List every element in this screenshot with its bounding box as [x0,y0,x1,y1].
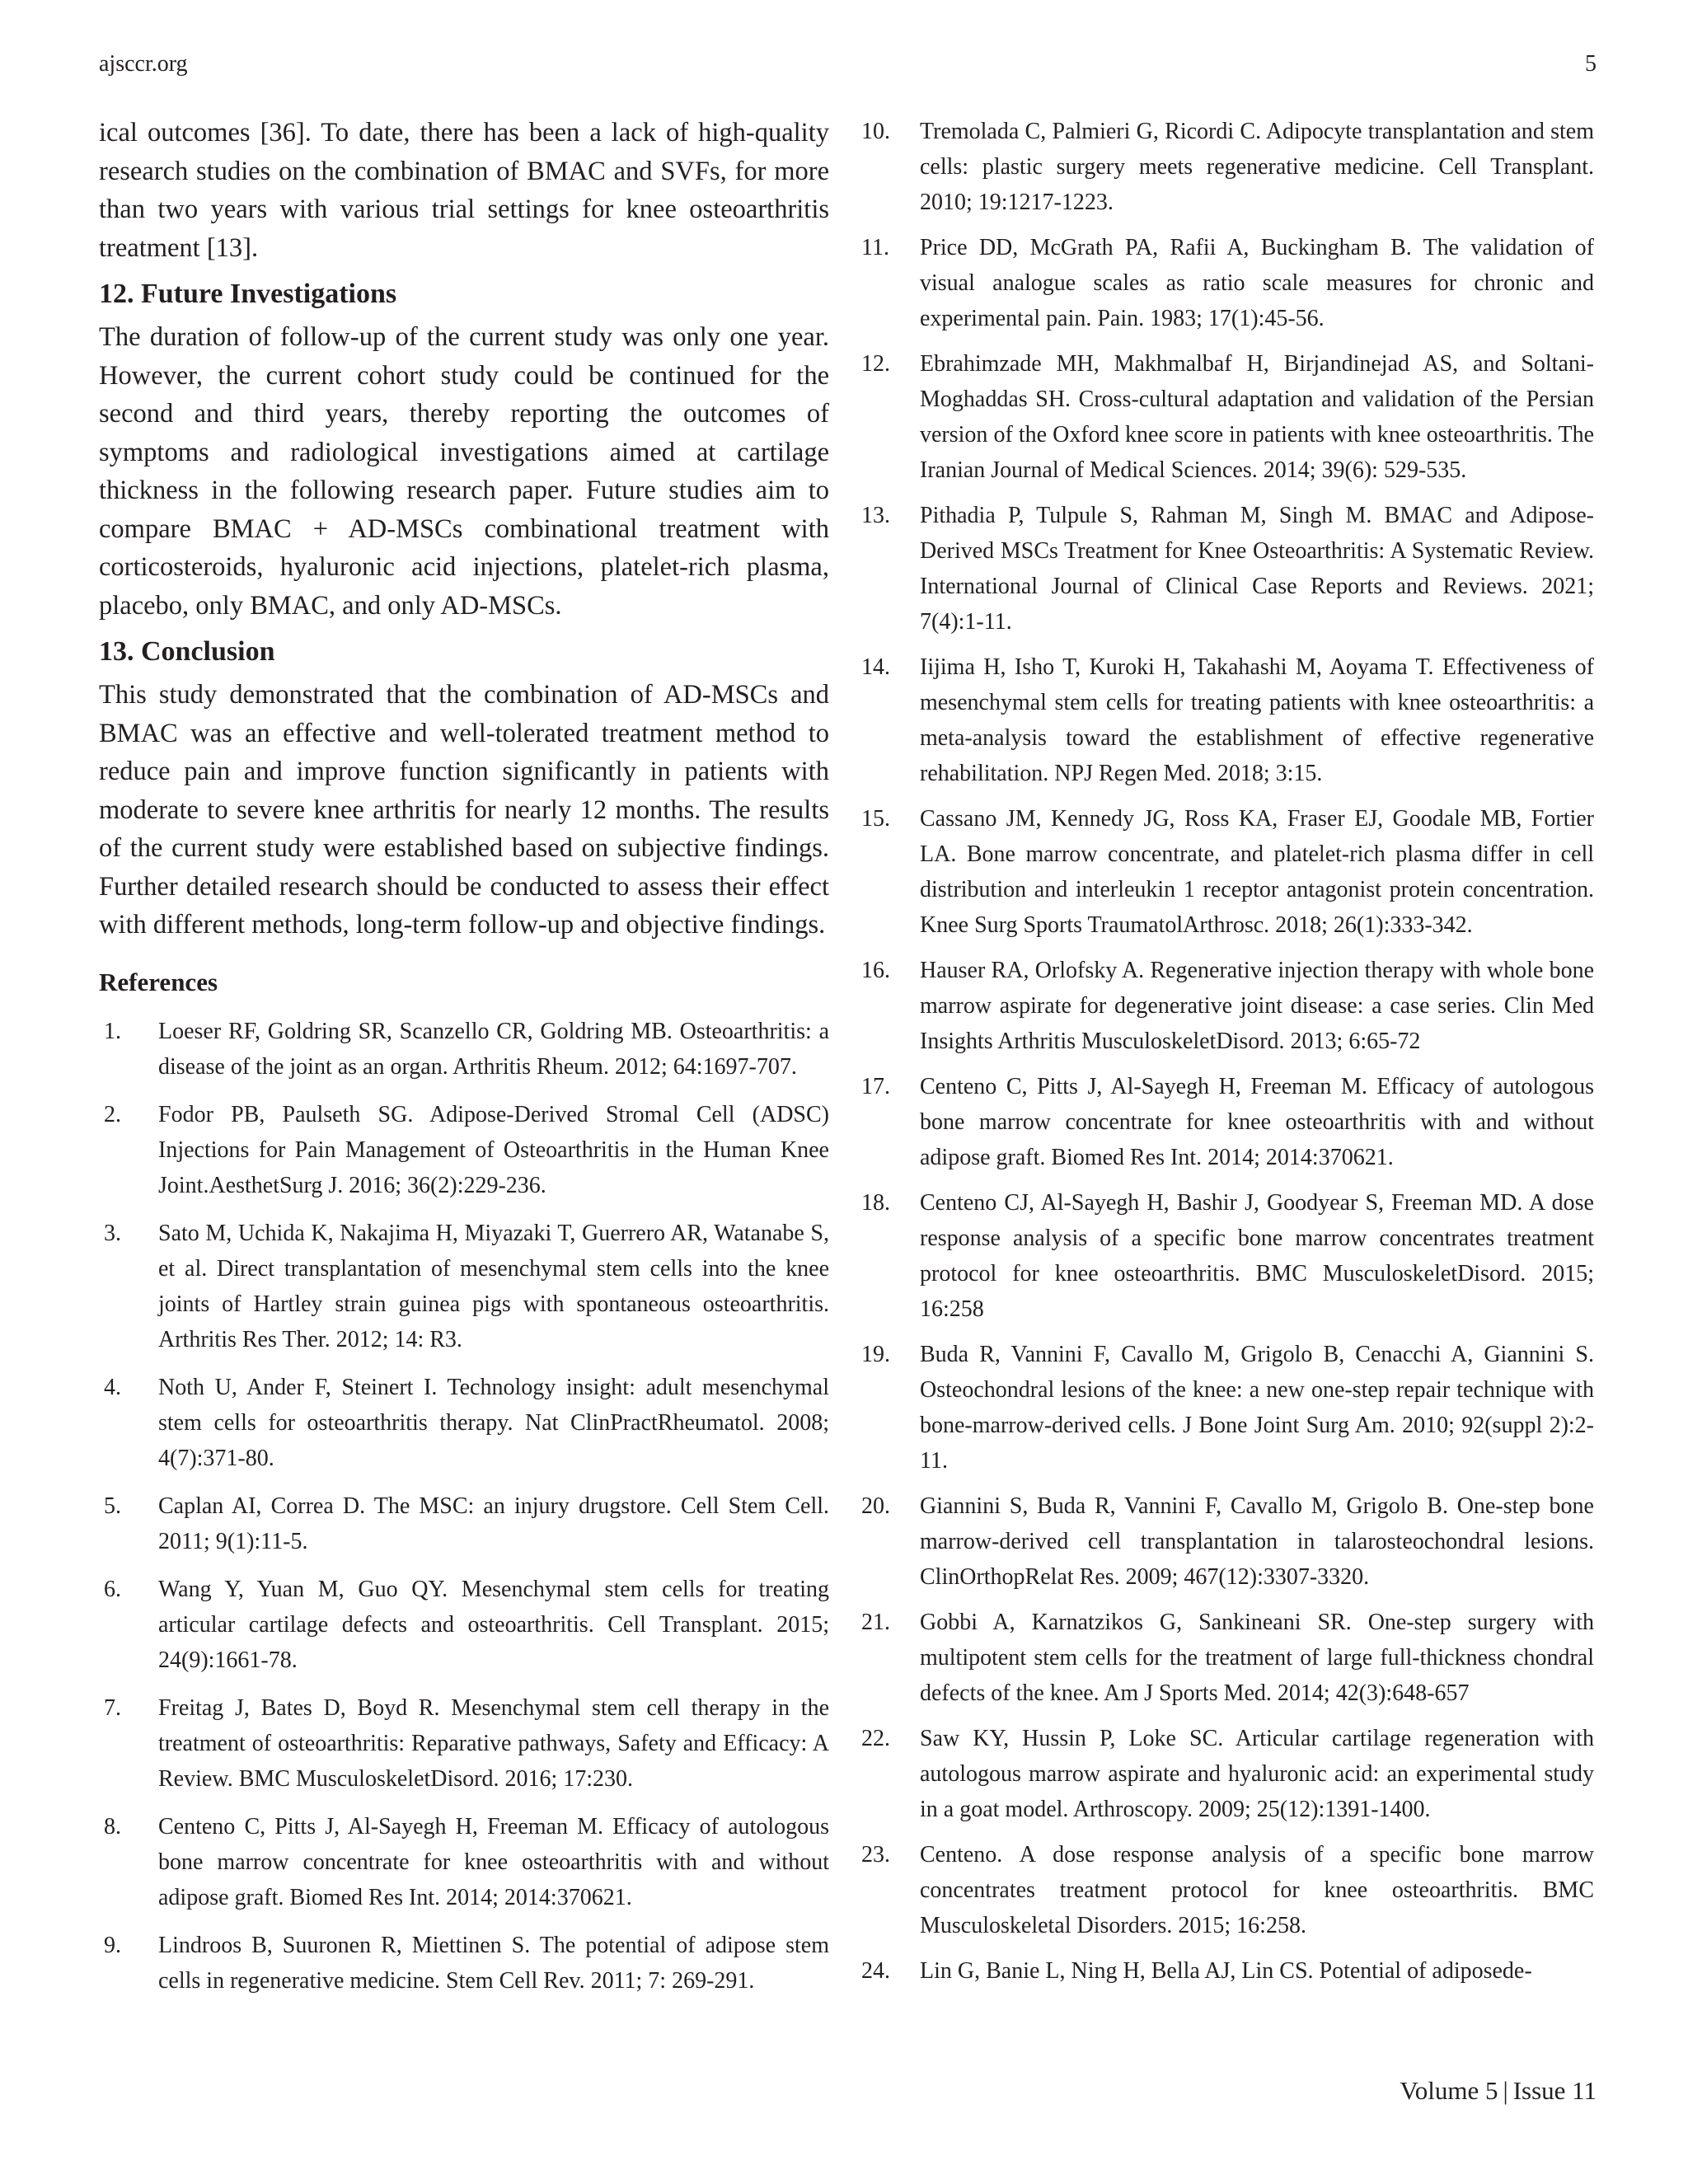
reference-number: 5. [104,1493,121,1519]
reference-number: 7. [104,1694,121,1721]
reference-text: Wang Y, Yuan M, Guo QY. Mesenchymal stem cells for treating articular cartilage defects and osteoarthritis. Cell Transplant. 2015; 24(9):1661-78. [158,1576,829,1673]
reference-item [99,1809,829,1915]
reference-number: 6. [104,1576,121,1602]
reference-number: 13. [861,503,890,528]
reference-text: Price DD, McGrath PA, Rafii A, Buckingham B. The validation of visual analogue scales as ratio scale measures for chronic and experimental pain. Pain. 1983; 17(1):45-56. [920,235,1594,331]
reference-text: Pithadia P, Tulpule S, Rahman M, Singh M. BMAC and Adipose-Derived MSCs Treatment for Knee Osteoarthritis: A Systematic Review. International Journal of Clinical Case Reports and Reviews. 2021; 7(4):1-11. [920,503,1594,635]
footer-issue-info [1400,2076,1597,2106]
reference-item [861,114,1594,220]
reference-text: Iijima H, Isho T, Kuroki H, Takahashi M, Aoyama T. Effectiveness of mesenchymal stem cells for treating patients with knee osteoarthritis: a meta-analysis toward the establishment of effective regenerative rehabilitation. NPJ Regen Med. 2018; 3:15. [920,654,1594,786]
footer-separator: | [1503,2076,1508,2105]
reference-item [99,1572,829,1678]
reference-text: Centeno. A dose response analysis of a specific bone marrow concentrates treatment protocol for knee osteoarthritis. BMC Musculoskeletal Disorders. 2015; 16:258. [920,1842,1594,1938]
journal-site: ajsccr.org [99,51,188,77]
reference-number: 11. [861,235,889,260]
reference-list-left [99,1014,829,1999]
reference-item [99,1690,829,1797]
page-number: 5 [1585,51,1597,77]
reference-text: Lindroos B, Suuronen R, Miettinen S. The potential of adipose stem cells in regenerative medicine. Stem Cell Rev. 2011; 7: 269-291. [158,1932,829,1994]
reference-text: Buda R, Vannini F, Cavallo M, Grigolo B, Cenacchi A, Giannini S. Osteochondral lesions of the knee: a new one-step repair technique with bone-marrow-derived cells. J Bone Joint Surg Am. 2010; 92(suppl 2):2-11. [920,1342,1594,1474]
reference-text: Cassano JM, Kennedy JG, Ross KA, Fraser EJ, Goodale MB, Fortier LA. Bone marrow concentrate, and platelet-rich plasma differ in cell distribution and interleukin 1 receptor antagonist protein concentration. Knee Surg Sports TraumatolArthrosc. 2018; 26(1):333-342. [920,806,1594,938]
reference-text: Fodor PB, Paulseth SG. Adipose-Derived Stromal Cell (ADSC) Injections for Pain Management of Osteoarthritis in the Human Knee Joint.AesthetSurg J. 2016; 36(2):229-236. [158,1101,829,1198]
reference-item [99,1216,829,1357]
reference-item [861,649,1594,791]
reference-text: Tremolada C, Palmieri G, Ricordi C. Adipocyte transplantation and stem cells: plastic surgery meets regenerative medicine. Cell Transplant. 2010; 19:1217-1223. [920,119,1594,215]
reference-item [861,801,1594,943]
reference-text: Noth U, Ander F, Steinert I. Technology insight: adult mesenchymal stem cells for osteoarthritis therapy. Nat ClinPractRheumatol. 2008; 4(7):371-80. [158,1374,829,1471]
reference-text: Centeno CJ, Al-Sayegh H, Bashir J, Goodyear S, Freeman MD. A dose response analysis of a specific bone marrow concentrates treatment protocol for knee osteoarthritis. BMC MusculoskeletDisord. 2015; 16:258 [920,1190,1594,1322]
reference-item [99,1014,829,1085]
left-column [99,114,829,2011]
reference-number: 21. [861,1610,890,1635]
reference-number: 20. [861,1493,890,1519]
reference-text: Loeser RF, Goldring SR, Scanzello CR, Goldring MB. Osteoarthritis: a disease of the joint as an organ. Arthritis Rheum. 2012; 64:1697-707. [158,1018,829,1080]
reference-item [99,1097,829,1203]
reference-number: 3. [104,1220,121,1246]
section-heading-future-investigations: 12. Future Investigations [99,279,397,309]
reference-item [861,498,1594,640]
reference-number: 8. [104,1813,121,1840]
reference-item [99,1488,829,1559]
reference-number: 17. [861,1074,890,1099]
future-investigations-paragraph: The duration of follow-up of the current study was only one year. However, the current cohort study could be continued for the second and third years, thereby reporting the outcomes of symptoms and radiological investigations aimed at cartilage thickness in the following research paper. Future studies aim to compare BMAC + AD-MSCs combinational treatment with corticosteroids, hyaluronic acid injections, platelet-rich plasma, placebo, only BMAC, and only AD-MSCs. [99,322,829,621]
reference-item [861,1837,1594,1943]
reference-item [861,953,1594,1059]
reference-text: Saw KY, Hussin P, Loke SC. Articular cartilage regeneration with autologous marrow aspirate and hyaluronic acid: an experimental study in a goat model. Arthroscopy. 2009; 25(12):1391-1400. [920,1726,1594,1822]
section-heading-conclusion: 13. Conclusion [99,636,275,667]
reference-number: 23. [861,1842,890,1868]
reference-text: Caplan AI, Correa D. The MSC: an injury drugstore. Cell Stem Cell. 2011; 9(1):11-5. [158,1493,829,1554]
intro-paragraph: ical outcomes [36]. To date, there has been a lack of high-quality research studies on the combination of BMAC and SVFs, for more than two years with various trial settings for knee osteoarthritis treatment [13]. [99,118,829,263]
reference-number: 15. [861,806,890,832]
reference-number: 9. [104,1932,121,1958]
reference-item [861,1953,1594,1989]
reference-text: Hauser RA, Orlofsky A. Regenerative injection therapy with whole bone marrow aspirate for degenerative joint disease: a case series. Clin Med Insights Arthritis MusculoskeletDisord. 2013; 6:65-72 [920,958,1594,1054]
reference-number: 10. [861,119,890,144]
reference-number: 22. [861,1726,890,1751]
reference-text: Sato M, Uchida K, Nakajima H, Miyazaki T, Guerrero AR, Watanabe S, et al. Direct transplantation of mesenchymal stem cells into the knee joints of Hartley strain guinea pigs with spontaneous osteoarthritis. Arthritis Res Ther. 2012; 14: R3. [158,1220,829,1352]
reference-item [861,1488,1594,1595]
reference-text: Freitag J, Bates D, Boyd R. Mesenchymal stem cell therapy in the treatment of osteoarthritis: Reparative pathways, Safety and Efficacy: A Review. BMC MusculoskeletDisord. 2016; 17:230. [158,1694,829,1792]
reference-item [861,1069,1594,1175]
reference-number: 1. [104,1018,121,1044]
reference-number: 24. [861,1958,890,1984]
issue-label: Issue 11 [1512,2076,1597,2105]
reference-text: Lin G, Banie L, Ning H, Bella AJ, Lin CS. Potential of adiposede- [920,1958,1532,1984]
reference-text: Gobbi A, Karnatzikos G, Sankineani SR. One-step surgery with multipotent stem cells for the treatment of large full-thickness chondral defects of the knee. Am J Sports Med. 2014; 42(3):648-657 [920,1610,1594,1706]
reference-text: Centeno C, Pitts J, Al-Sayegh H, Freeman M. Efficacy of autologous bone marrow concentrate for knee osteoarthritis with and without adipose graft. Biomed Res Int. 2014; 2014:370621. [158,1813,829,1910]
reference-item [861,1185,1594,1327]
reference-number: 16. [861,958,890,983]
reference-item [861,1721,1594,1827]
reference-number: 19. [861,1342,890,1367]
references-heading: References [99,967,218,996]
reference-number: 18. [861,1190,890,1216]
reference-item [861,230,1594,336]
reference-item [861,346,1594,488]
reference-item [99,1370,829,1476]
reference-item [861,1337,1594,1479]
reference-number: 12. [861,351,890,377]
reference-text: Centeno C, Pitts J, Al-Sayegh H, Freeman M. Efficacy of autologous bone marrow concentrate for knee osteoarthritis with and without adipose graft. Biomed Res Int. 2014; 2014:370621. [920,1074,1594,1170]
conclusion-paragraph: This study demonstrated that the combination of AD-MSCs and BMAC was an effective and well-tolerated treatment method to reduce pain and improve function significantly in patients with moderate to severe knee arthritis for nearly 12 months. The results of the current study were established based on subjective findings. Further detailed research should be conducted to assess their effect with different methods, long-term follow-up and objective findings. [99,680,829,940]
reference-item [99,1928,829,1999]
reference-list-right [861,114,1594,1989]
right-column [861,114,1594,1999]
reference-text: Giannini S, Buda R, Vannini F, Cavallo M, Grigolo B. One-step bone marrow-derived cell transplantation in talarosteochondral lesions. ClinOrthopRelat Res. 2009; 467(12):3307-3320. [920,1493,1594,1590]
reference-item [861,1605,1594,1711]
reference-number: 2. [104,1101,121,1127]
reference-text: Ebrahimzade MH, Makhmalbaf H, Birjandinejad AS, and Soltani-Moghaddas SH. Cross-cultural adaptation and validation of the Persian version of the Oxford knee score in patients with knee osteoarthritis. The Iranian Journal of Medical Sciences. 2014; 39(6): 529-535. [920,351,1594,483]
reference-number: 4. [104,1374,121,1400]
reference-number: 14. [861,654,890,680]
volume-label: Volume 5 [1400,2076,1498,2105]
